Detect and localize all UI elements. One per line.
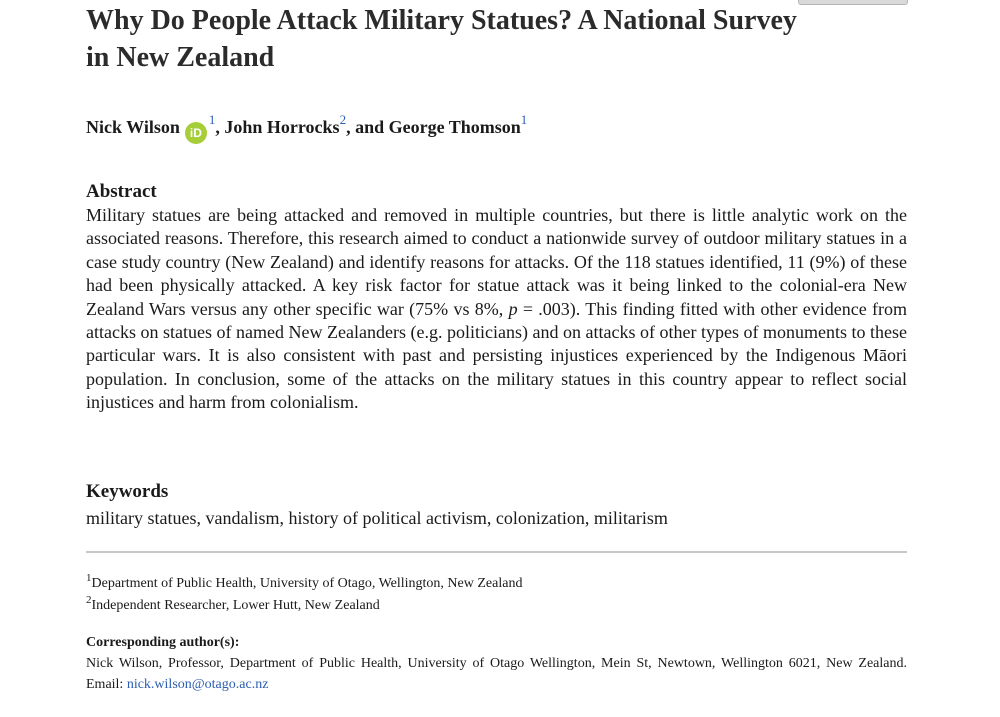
affiliation-2	[86, 596, 380, 616]
abstract-heading: Abstract	[86, 181, 157, 202]
abstract-text-part: Military statues are being attacked and removed in multiple countries, but there is little analytic work on the associated reasons. Therefore, this research aimed to conduct a nationwide survey of outdoor military statues in a case study country (New Zealand) and identify reasons for attacks. Of the 118 statues identified, 11 (9%) of these had been physically attacked. A key risk factor for statue attack was it being linked to the colonial-era New Zealand Wars versus any other specific war (75% vs 8%,	[86, 205, 907, 319]
affiliation-ref[interactable]: 1	[520, 112, 528, 127]
keywords-heading: Keywords	[86, 481, 169, 502]
author-name[interactable]: George Thomson	[388, 117, 521, 137]
corresponding-details	[86, 653, 907, 695]
corresponding-heading: Corresponding author(s):	[86, 635, 240, 650]
abstract-text	[86, 204, 907, 415]
footnote-divider	[86, 551, 907, 553]
affiliation-ref[interactable]: 1	[208, 112, 216, 127]
top-header-badge[interactable]	[798, 0, 908, 5]
orcid-icon[interactable]: iD	[185, 122, 207, 144]
affiliation-ref[interactable]: 2	[339, 112, 347, 127]
email-link[interactable]: nick.wilson@otago.ac.nz	[126, 677, 269, 692]
corresponding-text: Nick Wilson, Professor, Department of Public Health, University of Otago Wellington, Mein St, Newtown, Wellington 6021, New Zealand. Email:	[86, 656, 907, 692]
affiliation-number: 2	[86, 594, 92, 606]
author-separator: ,	[215, 117, 225, 137]
author-name[interactable]: John Horrocks	[224, 117, 340, 137]
affiliation-1	[86, 574, 522, 594]
affiliation-number: 1	[86, 572, 92, 584]
keywords-text: military statues, vandalism, history of political activism, colonization, militarism	[86, 508, 668, 528]
author-list	[86, 114, 527, 144]
author-name[interactable]: Nick Wilson	[86, 117, 180, 137]
author-separator: , and	[346, 117, 389, 137]
affiliation-text: Department of Public Health, University of Otago, Wellington, New Zealand	[91, 576, 523, 591]
paper-title: Why Do People Attack Military Statues? A National Survey in New Zealand	[86, 5, 797, 73]
abstract-text-part: = .003). This finding fitted with other evidence from attacks on statues of named New Zealanders (e.g. politicians) and on attacks of other types of monuments to these particular wars. It is also consistent with past and persisting injustices experienced by the Indigenous Māori population. In conclusion, some of the attacks on the military statues in this country appear to reflect social injustices and harm from colonialism.	[86, 298, 907, 413]
p-symbol: p	[508, 298, 518, 319]
affiliation-text: Independent Researcher, Lower Hutt, New Zealand	[91, 598, 380, 613]
